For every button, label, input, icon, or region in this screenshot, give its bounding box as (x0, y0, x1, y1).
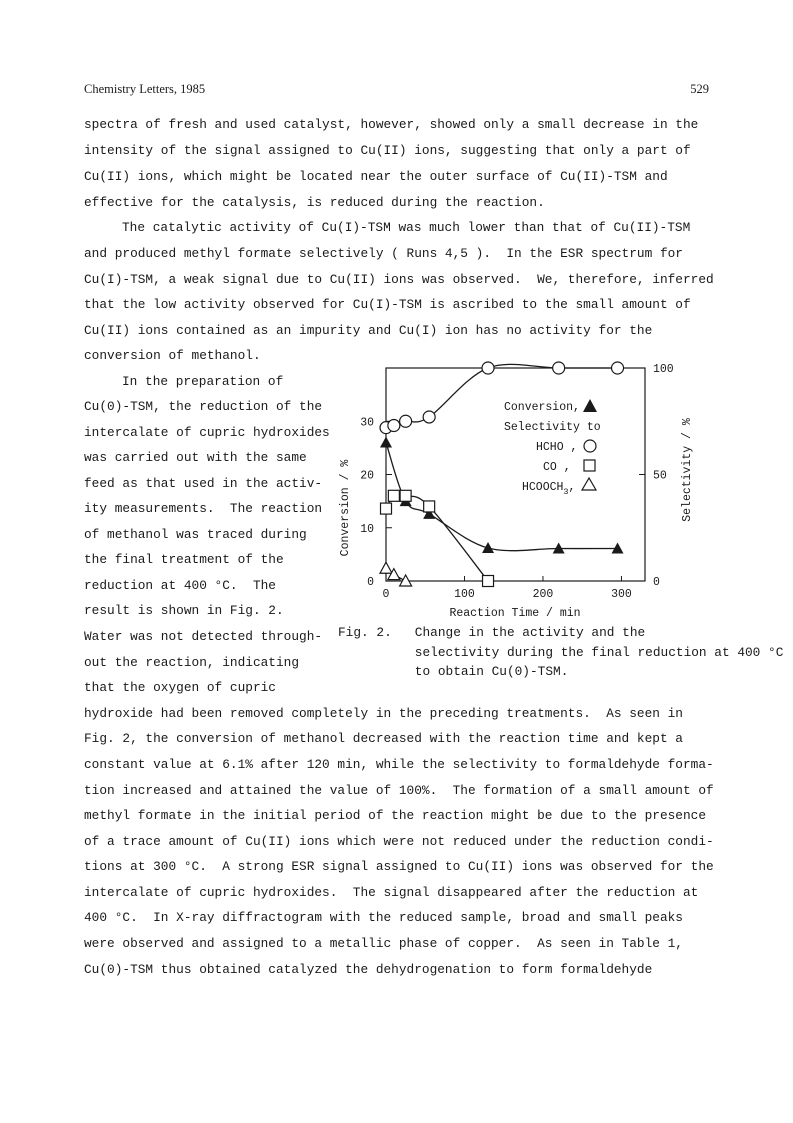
plot-frame (386, 368, 645, 581)
legend-filled-triangle-icon (583, 399, 597, 412)
point-hcho (553, 362, 565, 374)
point-co (388, 490, 399, 501)
point-hcooch3 (388, 569, 400, 580)
text-line: hydroxide had been removed completely in the preceding treatments. As seen in (84, 706, 683, 721)
y2-tick-label: 100 (653, 363, 674, 376)
text-line: effective for the catalysis, is reduced during the reaction. (84, 195, 545, 210)
text-line: intercalate of cupric hydroxides. The signal disappeared after the reduction at (84, 885, 699, 900)
y2-tick-label: 0 (653, 576, 660, 589)
y-tick-label: 10 (360, 522, 374, 536)
text-line: that the low activity observed for Cu(I)-TSM is ascribed to the small amount of (84, 297, 691, 312)
point-hcho (380, 422, 392, 434)
x-tick-label: 200 (532, 588, 554, 601)
point-hcho (400, 415, 412, 427)
text-line: Cu(I)-TSM, a weak signal due to Cu(II) ions was observed. We, therefore, inferred (84, 272, 714, 287)
text-line: was carried out with the same (84, 450, 307, 465)
text-line: that the oxygen of cupric (84, 680, 276, 695)
text-line: and produced methyl formate selectively ( Runs 4,5 ). In the ESR spectrum for (84, 246, 683, 261)
text-line: of methanol was traced during (84, 527, 307, 542)
legend-hcho-label: HCHO , (536, 441, 578, 454)
figure-caption-line: Fig. 2. Change in the activity and the (338, 625, 646, 640)
y-tick-label: 30 (360, 416, 374, 430)
x-tick-label: 100 (454, 588, 475, 601)
y-axis-label-left: Conversion / % (339, 459, 352, 557)
point-conversion (400, 495, 412, 506)
figure-caption-line: selectivity during the final reduction at 400 °C (338, 645, 784, 660)
legend-selectivity-label: Selectivity to (504, 421, 601, 434)
point-conversion (380, 437, 392, 448)
text-line: conversion of methanol. (84, 348, 261, 363)
journal-title: Chemistry Letters, 1985 (84, 82, 206, 96)
text-line: Cu(II) ions, which might be located near the outer surface of Cu(II)-TSM and (84, 169, 668, 184)
series-line-conversion (386, 443, 618, 551)
legend-conversion-label: Conversion, (504, 401, 580, 414)
point-hcho (612, 362, 624, 374)
x-axis-label: Reaction Time / min (449, 607, 581, 620)
series-line-co (386, 494, 488, 581)
text-line: tion increased and attained the value of 100%. The formation of a small amount of (84, 783, 714, 798)
text-line: intercalate of cupric hydroxides (84, 425, 330, 440)
text-line: feed as that used in the activ- (84, 476, 323, 491)
text-line: Water was not detected through- (84, 629, 323, 644)
text-line: Cu(II) ions contained as an impurity and Cu(I) ion has no activity for the (84, 323, 653, 338)
x-tick-label: 0 (382, 588, 390, 601)
x-tick-label: 300 (611, 588, 632, 601)
text-line: result is shown in Fig. 2. (84, 603, 284, 618)
point-co (400, 490, 411, 501)
figure-caption-line: to obtain Cu(0)-TSM. (338, 664, 569, 679)
point-hcho (388, 420, 400, 432)
text-line: Cu(0)-TSM, the reduction of the (84, 399, 323, 414)
text-line: constant value at 6.1% after 120 min, while the selectivity to formaldehyde forma- (84, 757, 714, 772)
point-hcooch3 (380, 562, 392, 573)
point-co (483, 576, 494, 587)
point-conversion (482, 542, 494, 553)
legend-open-circle-icon (584, 440, 596, 452)
legend-hcooch3-label: $HCOOCH_3$, (522, 481, 576, 497)
text-line: spectra of fresh and used catalyst, however, showed only a small decrease in the (84, 117, 699, 132)
text-line: intensity of the signal assigned to Cu(II) ions, suggesting that only a part of (84, 143, 691, 158)
text-line: In the preparation of (122, 374, 284, 389)
y-axis-label-right: Selectivity / % (681, 418, 694, 522)
point-co (381, 503, 392, 514)
point-hcho (423, 411, 435, 423)
point-hcooch3 (400, 575, 412, 586)
point-co (424, 501, 435, 512)
text-line: methyl formate in the initial period of the reaction might be due to the presence (84, 808, 707, 823)
series-line-hcho (386, 364, 618, 427)
text-line: the final treatment of the (84, 552, 284, 567)
point-conversion (612, 543, 624, 554)
y2-tick-label: 50 (653, 469, 667, 483)
text-line: of a trace amount of Cu(II) ions which were not reduced under the reduction condi- (84, 834, 714, 849)
legend-open-triangle-icon (582, 478, 596, 490)
y-tick-label: 0 (367, 576, 374, 589)
text-line: ity measurements. The reaction (84, 501, 323, 516)
text-line: tions at 300 °C. A strong ESR signal assigned to Cu(II) ions was observed for the (84, 859, 714, 874)
point-conversion (553, 543, 565, 554)
y-tick-label: 20 (360, 469, 374, 483)
text-line: 400 °C. In X-ray diffractogram with the reduced sample, broad and small peaks (84, 910, 683, 925)
legend-open-square-icon (584, 460, 595, 471)
text-line: were observed and assigned to a metallic phase of copper. As seen in Table 1, (84, 936, 683, 951)
text-line: out the reaction, indicating (84, 655, 300, 670)
text-line: Cu(0)-TSM thus obtained catalyzed the dehydrogenation to form formaldehyde (84, 962, 653, 977)
point-conversion (423, 508, 435, 519)
point-hcho (482, 362, 494, 374)
series-line-hcooch3 (386, 568, 406, 581)
text-line: The catalytic activity of Cu(I)-TSM was much lower than that of Cu(II)-TSM (122, 220, 691, 235)
legend-co-label: CO , (543, 461, 571, 474)
page-number: 529 (690, 82, 709, 96)
text-line: reduction at 400 °C. The (84, 578, 276, 593)
text-line: Fig. 2, the conversion of methanol decreased with the reaction time and kept a (84, 731, 683, 746)
